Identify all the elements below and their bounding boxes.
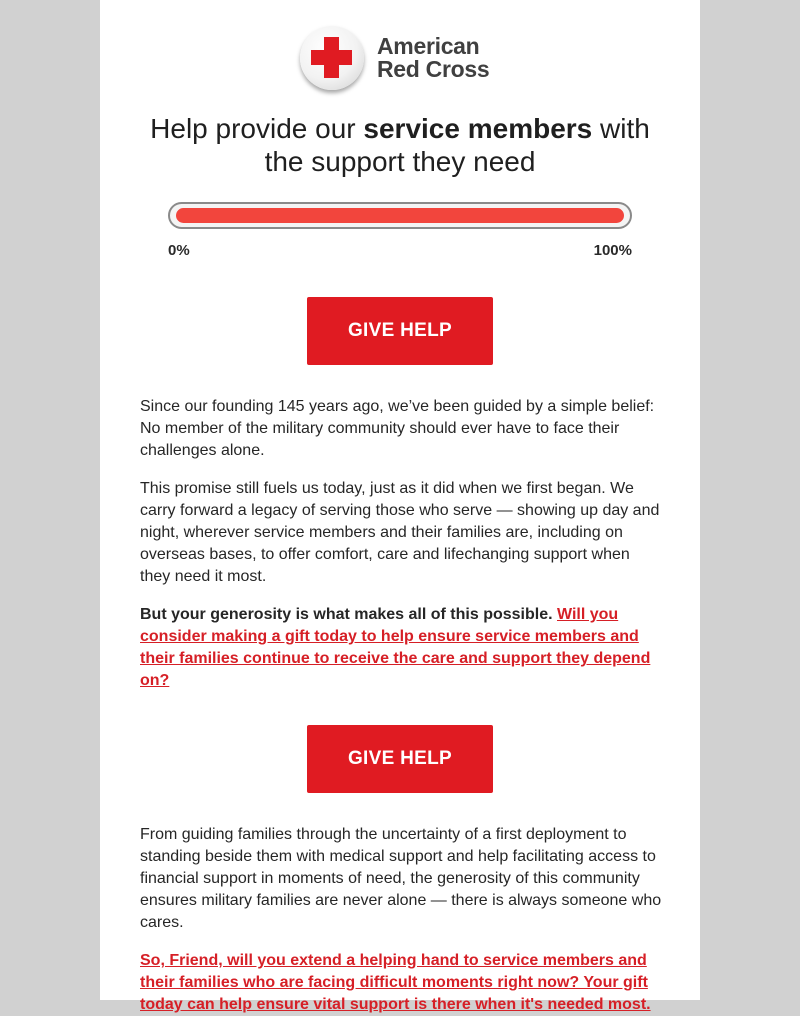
progress-bar xyxy=(168,202,632,229)
red-cross-icon xyxy=(300,26,364,90)
body-paragraph-4: From guiding families through the uncertainty of a first deployment to standing beside them with medical support and help facilitating access to financial support in moments of need, the generosity of this community ensures military families are never alone — there is always someone who cares. xyxy=(140,826,662,931)
give-help-button-2[interactable]: GIVE HELP xyxy=(307,725,493,793)
appeal-text: But your generosity is what makes all of this possible. xyxy=(140,606,557,623)
body-paragraph-1: Since our founding 145 years ago, we’ve been guided by a simple belief: No member of the military community should ever have to face their challenges alone. xyxy=(140,398,655,459)
progress-fill xyxy=(176,208,624,223)
headline xyxy=(130,112,670,178)
brand-logo[interactable] xyxy=(100,26,700,92)
progress-min-label: 0% xyxy=(168,242,190,259)
headline-emphasis: service members xyxy=(363,113,593,144)
progress-max-label: 100% xyxy=(593,242,632,259)
body-paragraph-3 xyxy=(140,604,662,692)
headline-pre: Help provide our xyxy=(150,113,364,144)
body-paragraph-5 xyxy=(140,950,662,1016)
helping-hand-link[interactable]: So, Friend, will you extend a helping hand to service members and their families who are facing difficult moments right now? Your gift today can help ensure vital support is there when it's needed most. xyxy=(140,952,651,1013)
body-paragraph-2: This promise still fuels us today, just as it did when we first began. We carry forward a legacy of serving those who serve — showing up day and night, wherever service members and their families are, including on overseas bases, to offer comfort, care and lifechanging support when they need it most. xyxy=(140,480,660,585)
brand-name-line1: American xyxy=(377,33,480,59)
brand-name-line2: Red Cross xyxy=(377,56,490,82)
donation-appeal-link[interactable]: Will you consider making a gift today to help ensure service members and their families continue to receive the care and support they depend on? xyxy=(140,606,651,689)
brand-wordmark xyxy=(377,35,537,81)
headline-post: with the support they need xyxy=(264,113,650,177)
give-help-button[interactable]: GIVE HELP xyxy=(307,297,493,365)
email-body xyxy=(100,0,700,1013)
